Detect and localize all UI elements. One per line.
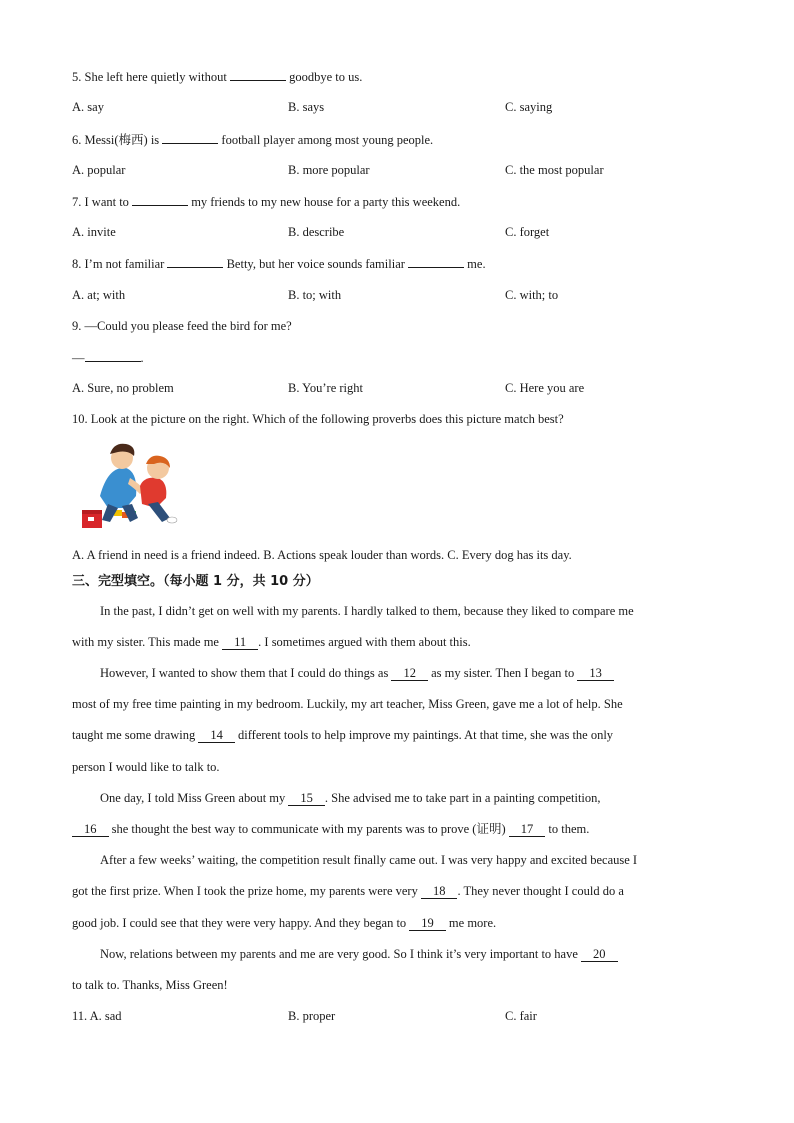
question-5-stem: 5. She left here quietly without goodbye to us. — [72, 70, 363, 84]
q9-option-b: B. You’re right — [288, 381, 364, 395]
q5-option-b: B. says — [288, 100, 325, 114]
numbered-blank-14: 14 — [198, 728, 235, 743]
answer-blank — [408, 255, 464, 268]
section-heading: 三、完型填空。（每小题 1 分，共 10 分） — [72, 574, 319, 589]
numbered-blank-18: 18 — [421, 884, 458, 899]
passage-line: 16 she thought the best way to communicate with my parents was to prove (证明) 17 to them. — [72, 821, 712, 837]
question-7-stem: 7. I want to my friends to my new house for a party this weekend. — [72, 195, 461, 209]
numbered-blank-19: 19 — [409, 916, 446, 931]
passage-line: to talk to. Thanks, Miss Green! — [72, 978, 228, 992]
numbered-blank-16: 16 — [72, 822, 109, 837]
answer-blank — [230, 68, 286, 81]
answer-blank — [162, 131, 218, 144]
question-10-stem: 10. Look at the picture on the right. Which of the following proverbs does this picture match best? — [72, 412, 564, 426]
answer-blank — [132, 193, 188, 206]
numbered-blank-13: 13 — [577, 666, 614, 681]
q8-option-c: C. with; to — [505, 288, 559, 302]
passage-line: One day, I told Miss Green about my 15 . She advised me to take part in a painting competition, — [100, 791, 601, 805]
q8-option-b: B. to; with — [288, 288, 342, 302]
passage-line: got the first prize. When I took the prize home, my parents were very 18 . They never thought I could do a — [72, 884, 624, 898]
passage-line: However, I wanted to show them that I could do things as 12 as my sister. Then I began to 13 — [100, 665, 740, 681]
passage-line: In the past, I didn’t get on well with my parents. I hardly talked to them, because they liked to compare me — [100, 604, 634, 618]
passage-line: After a few weeks’ waiting, the competition result finally came out. I was very happy and excited because I — [100, 853, 638, 867]
answer-blank — [167, 255, 223, 268]
numbered-blank-15: 15 — [288, 791, 325, 806]
q6-option-a: A. popular — [72, 163, 126, 177]
q7-option-a: A. invite — [72, 225, 116, 239]
numbered-blank-17: 17 — [509, 822, 546, 837]
question-9-reply: — . — [72, 351, 144, 365]
answer-blank — [85, 349, 141, 362]
passage-line: good job. I could see that they were very happy. And they began to 19 me more. — [72, 916, 497, 930]
q8-option-a: A. at; with — [72, 288, 126, 302]
q7-option-b: B. describe — [288, 225, 345, 239]
numbered-blank-11: 11 — [222, 635, 258, 650]
q6-option-c: C. the most popular — [505, 163, 604, 177]
children-playing-illustration — [78, 438, 180, 532]
question-9-stem: 9. —Could you please feed the bird for me? — [72, 319, 292, 333]
q5-option-c: C. saying — [505, 100, 553, 114]
q11-option-b: B. proper — [288, 1009, 336, 1023]
q5-option-a: A. say — [72, 100, 104, 114]
question-10-options: A. A friend in need is a friend indeed. B. Actions speak louder than words. C. Every dog has its day. — [72, 548, 572, 562]
numbered-blank-20: 20 — [581, 947, 618, 962]
passage-line: Now, relations between my parents and me are very good. So I think it’s very important to have 20 — [100, 946, 740, 962]
passage-line: most of my free time painting in my bedroom. Luckily, my art teacher, Miss Green, gave me a lot of help. She — [72, 697, 623, 711]
numbered-blank-12: 12 — [391, 666, 428, 681]
q11-option-a: 11. A. sad — [72, 1009, 122, 1023]
q9-option-a: A. Sure, no problem — [72, 381, 174, 395]
passage-line: taught me some drawing 14 different tools to help improve my paintings. At that time, she was the only — [72, 728, 614, 742]
passage-line: person I would like to talk to. — [72, 760, 220, 774]
passage-line: with my sister. This made me 11 . I sometimes argued with them about this. — [72, 635, 471, 649]
q6-option-b: B. more popular — [288, 163, 370, 177]
q7-option-c: C. forget — [505, 225, 550, 239]
q9-option-c: C. Here you are — [505, 381, 585, 395]
question-8-stem: 8. I’m not familiar Betty, but her voice sounds familiar me. — [72, 257, 486, 271]
q11-option-c: C. fair — [505, 1009, 537, 1023]
question-6-stem: 6. Messi(梅西) is football player among most young people. — [72, 133, 434, 147]
